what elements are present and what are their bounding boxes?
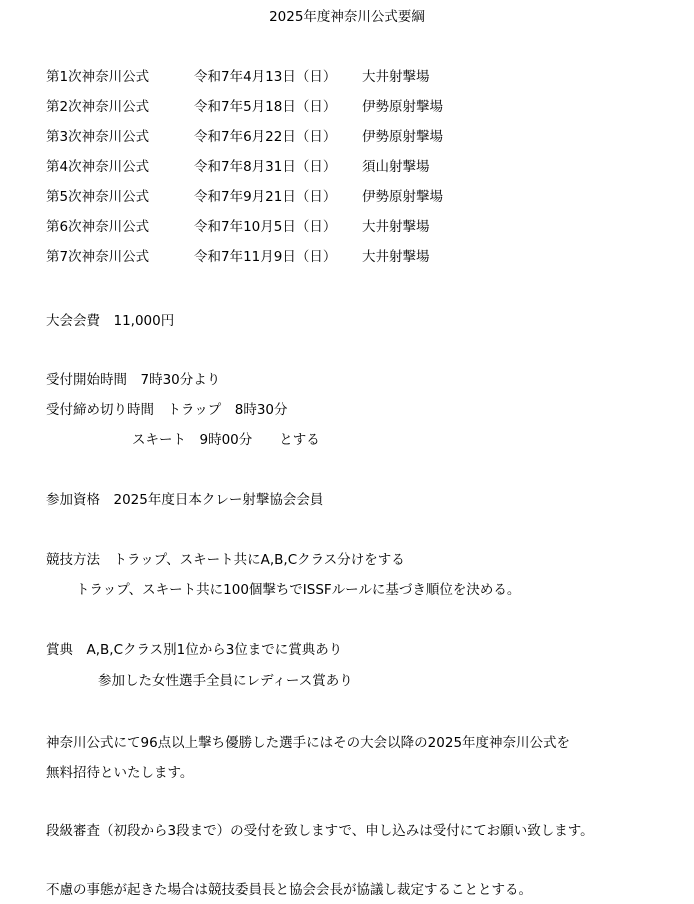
eligibility: 参加資格 2025年度日本クレー射撃協会会員 [46, 492, 324, 508]
entry-fee: 大会会費 11,000円 [46, 313, 175, 329]
schedule-event: 第3次神奈川公式 [46, 129, 150, 145]
schedule-event: 第7次神奈川公式 [46, 249, 150, 265]
schedule-date: 令和7年9月21日（日） [194, 189, 337, 205]
schedule-date: 令和7年6月22日（日） [194, 129, 337, 145]
grading-notice: 段級審査（初段から3段まで）の受付を致しますで、申し込みは受付にてお願い致します。 [46, 823, 594, 839]
document-title: 2025年度神奈川公式要綱 [269, 9, 425, 25]
competition-method-detail: トラップ、スキート共に100個撃ちでISSFルールに基づき順位を決める。 [76, 582, 521, 598]
schedule-venue: 伊勢原射撃場 [362, 189, 443, 205]
schedule-date: 令和7年11月9日（日） [194, 249, 337, 265]
schedule-date: 令和7年5月18日（日） [194, 99, 337, 115]
schedule-venue: 大井射撃場 [362, 69, 430, 85]
invitation-text-cont: 無料招待といたします。 [46, 765, 194, 781]
schedule-date: 令和7年4月13日（日） [194, 69, 337, 85]
schedule-venue: 須山射撃場 [362, 159, 430, 175]
contingency-notice: 不慮の事態が起きた場合は競技委員長と協会会長が協議し裁定することとする。 [46, 882, 532, 898]
schedule-venue: 伊勢原射撃場 [362, 129, 443, 145]
schedule-venue: 大井射撃場 [362, 219, 430, 235]
schedule-event: 第1次神奈川公式 [46, 69, 150, 85]
awards: 賞典 A,B,Cクラス別1位から3位までに賞典あり [46, 642, 343, 658]
schedule-event: 第5次神奈川公式 [46, 189, 150, 205]
reception-close-skeet: スキート 9時00分 とする [132, 432, 320, 448]
competition-method: 競技方法 トラップ、スキート共にA,B,Cクラス分けをする [46, 552, 405, 568]
schedule-date: 令和7年10月5日（日） [194, 219, 337, 235]
reception-close-trap: 受付締め切り時間 トラップ 8時30分 [46, 402, 288, 418]
ladies-award: 参加した女性選手全員にレディース賞あり [98, 673, 353, 689]
schedule-event: 第4次神奈川公式 [46, 159, 150, 175]
invitation-text: 神奈川公式にて96点以上撃ち優勝した選手にはその大会以降の2025年度神奈川公式を [46, 735, 571, 751]
schedule-venue: 伊勢原射撃場 [362, 99, 443, 115]
reception-start: 受付開始時間 7時30分より [46, 372, 221, 388]
schedule-date: 令和7年8月31日（日） [194, 159, 337, 175]
schedule-venue: 大井射撃場 [362, 249, 430, 265]
schedule-event: 第2次神奈川公式 [46, 99, 150, 115]
schedule-event: 第6次神奈川公式 [46, 219, 150, 235]
